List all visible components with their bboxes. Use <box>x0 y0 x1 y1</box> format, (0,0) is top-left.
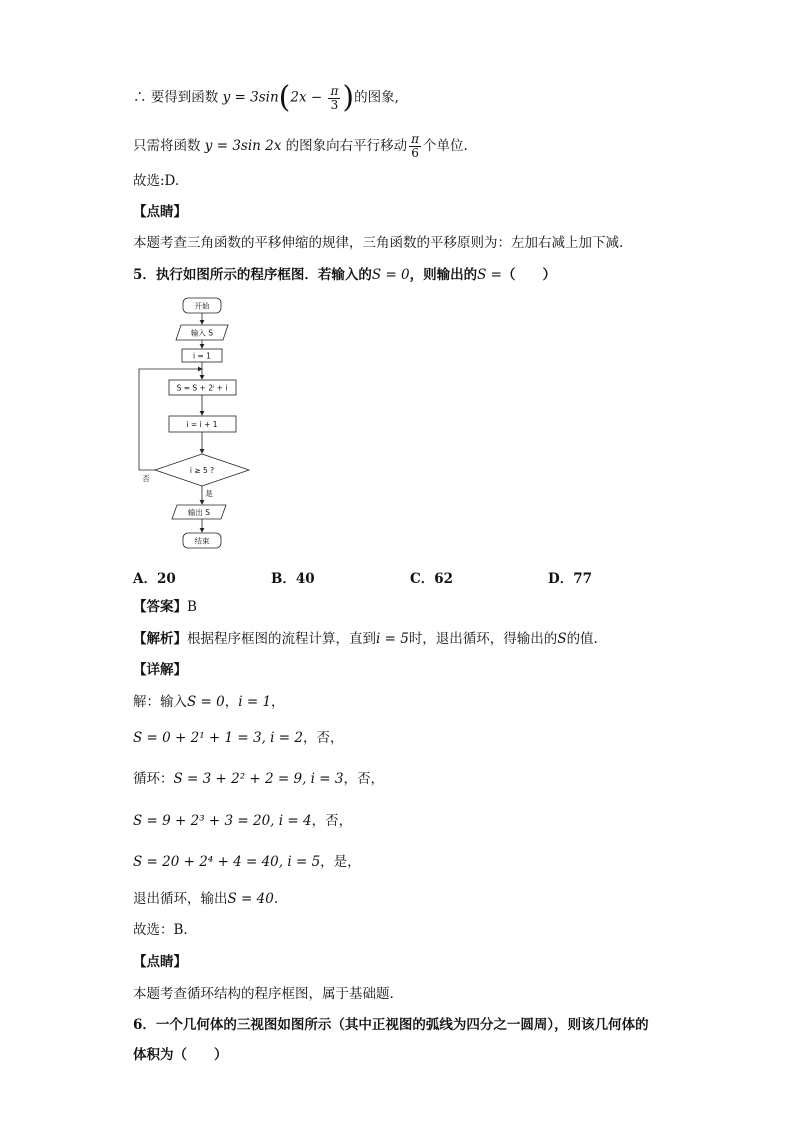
math: S = 0 <box>187 694 225 710</box>
analysis-line <box>133 630 598 648</box>
solution-line-2 <box>133 729 343 747</box>
text: 个单位. <box>423 138 468 154</box>
text: . <box>273 891 279 907</box>
start-label: 开始 <box>194 301 210 311</box>
math: 2x − <box>290 89 323 106</box>
answer-value: B <box>187 599 197 615</box>
text: 的图象向右平行移动 <box>285 138 408 154</box>
question-6-line-2: 体积为（ ） <box>133 1047 228 1063</box>
option-b: B．40 <box>271 571 315 587</box>
summary-line: 本题考查循环结构的程序框图，属于基础题. <box>133 986 394 1002</box>
flowchart <box>125 290 265 555</box>
fraction <box>409 133 421 160</box>
text: 退出循环，输出 <box>133 891 228 907</box>
text: ， <box>224 694 239 710</box>
solution-line-5 <box>133 853 361 871</box>
line-2 <box>133 133 468 160</box>
dianjing-heading-2: 【点睛】 <box>133 954 187 970</box>
step2-label: i = i + 1 <box>186 420 218 429</box>
numerator: π <box>330 83 339 98</box>
denominator: 6 <box>411 146 419 160</box>
text: 解：输入 <box>133 694 187 710</box>
math: S <box>557 631 567 647</box>
solution-line-4 <box>133 812 352 830</box>
step1-label: S = S + 2ⁱ + i <box>176 383 228 393</box>
text: ，否， <box>302 730 344 746</box>
line-5: 本题考查三角函数的平移伸缩的规律，三角函数的平移原则为：左加右减上加下减. <box>133 235 624 251</box>
input-label: 输入 S <box>190 328 214 338</box>
condition-label: i ≥ 5 ? <box>189 466 215 475</box>
text: ，否， <box>343 771 384 787</box>
text: 循环： <box>133 771 174 787</box>
solution-line-7: 故选：B. <box>133 922 188 938</box>
solution-line-3 <box>133 770 384 788</box>
init-label: i = 1 <box>193 351 211 361</box>
text: 的图象, <box>354 89 399 106</box>
yes-label: 是 <box>205 489 213 498</box>
math: S = 3 + 2² + 2 = 9, i = 3 <box>173 771 344 787</box>
option-a: A．20 <box>133 571 176 587</box>
math: y = 3sin <box>222 89 279 106</box>
text: （ ） <box>502 267 556 283</box>
text: ，否， <box>311 813 353 829</box>
solution-line-1 <box>133 693 285 711</box>
math: S = 20 + 2⁴ + 4 = 40, i = 5 <box>133 854 321 870</box>
math: S = 0 <box>371 267 410 283</box>
text: ， <box>271 694 285 710</box>
line-1 <box>133 80 399 115</box>
output-label: 输出 S <box>187 508 211 517</box>
text: 5．执行如图所示的程序框图．若输入的 <box>133 267 372 283</box>
math: S = 0 + 2¹ + 1 = 3, i = 2 <box>133 730 303 746</box>
option-d: D．77 <box>548 571 592 587</box>
text: 的值. <box>566 631 598 647</box>
answer-label: 【答案】 <box>133 599 187 615</box>
paren-left: ( <box>278 80 291 115</box>
numerator: π <box>411 132 420 146</box>
text: 时，退出循环，得输出的 <box>408 631 558 647</box>
math: y = 3sin 2x <box>204 138 282 154</box>
paren-right: ) <box>342 80 355 115</box>
question-5 <box>133 266 556 284</box>
math: i = 1 <box>238 694 272 710</box>
text: 只需将函数 <box>133 138 201 154</box>
math: S = 40 <box>227 891 274 907</box>
line-3: 故选:D. <box>133 173 180 189</box>
text: 根据程序框图的流程计算，直到 <box>187 631 376 647</box>
detail-heading: 【详解】 <box>133 662 187 678</box>
question-6-line-1: 6．一个几何体的三视图如图所示（其中正视图的弧线为四分之一圆周），则该几何体的 <box>133 1017 649 1033</box>
denominator: 3 <box>330 97 339 112</box>
text: ∴ 要得到函数 <box>133 89 219 106</box>
math: S = <box>477 267 502 283</box>
dianjing-heading: 【点睛】 <box>133 204 187 220</box>
no-label: 否 <box>142 474 150 483</box>
fraction <box>328 85 340 112</box>
text: ，则输出的 <box>409 267 478 283</box>
option-c: C．62 <box>410 571 454 587</box>
solution-line-6 <box>133 890 278 908</box>
text: ，是， <box>320 854 361 870</box>
math: i = 5 <box>376 631 409 647</box>
analysis-label: 【解析】 <box>133 631 187 647</box>
math: S = 9 + 2³ + 3 = 20, i = 4 <box>133 813 312 829</box>
end-label: 结束 <box>194 536 210 546</box>
answer-line <box>133 598 197 616</box>
